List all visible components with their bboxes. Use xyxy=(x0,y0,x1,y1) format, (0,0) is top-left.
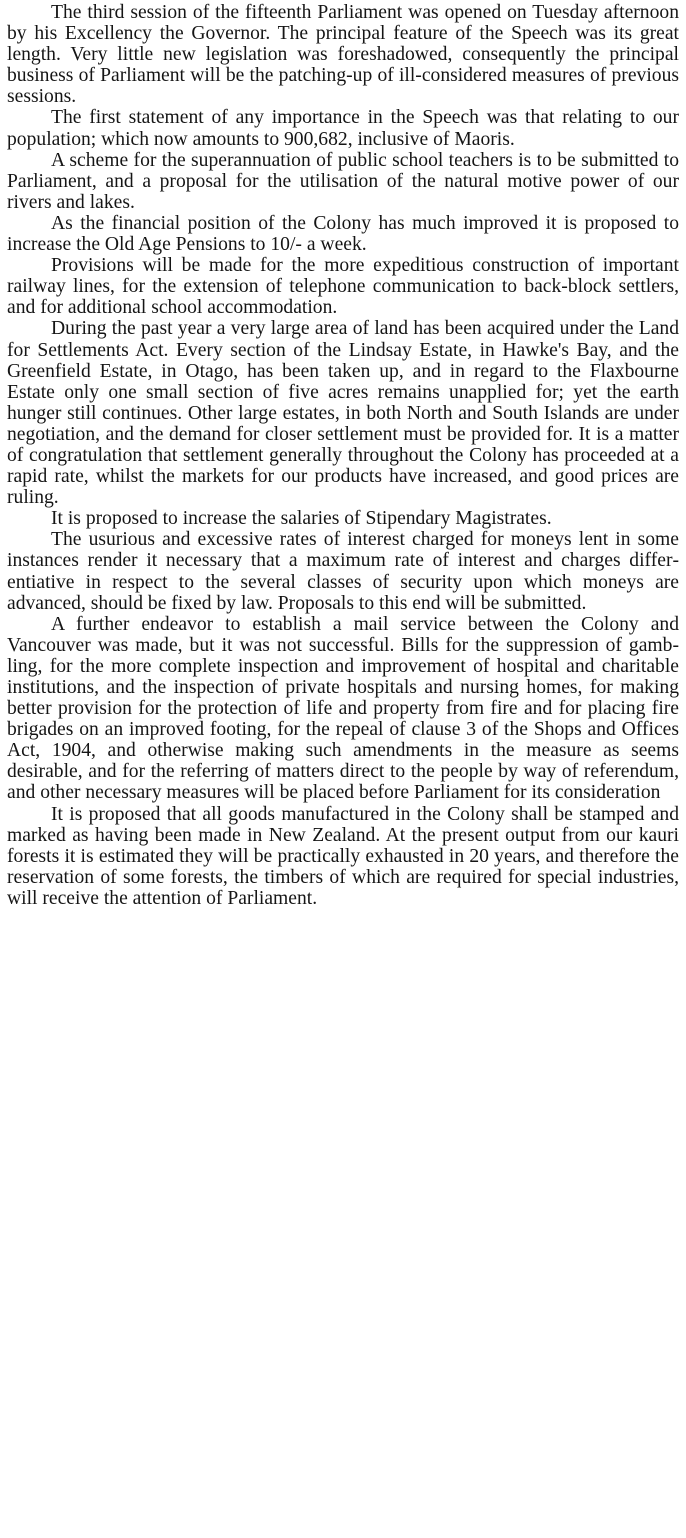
paragraph-mail-service-bills: A further endeavor to establish a mail service between the Colony and Vancouver was made, but it was not successful. Bills for the suppression of gambling, for the more complete inspection and improvement of hospital and charitable institutions, and the inspection of private hospitals and nursing homes, for making better provision for the protection of life and property from fire and for placing fire brigades on an improved footing, for the repeal of clause 3 of the Shops and Offices Act, 1904, and otherwise making such amendments in the measure as seems desirable, and for the referring of matters direct to the people by way of referendum, and other necessary measures will be placed before Parliament for its consideration xyxy=(7,613,679,804)
paragraph-railways-telephones: Provisions will be made for the more expeditious construction of important railway lines, for the extension of telephone communication to back-block settlers, and for additional school accommodation. xyxy=(7,255,679,319)
paragraph-population: The first statement of any importance in the Speech was that relating to our population; which now amounts to 900,682, inclusive of Maoris. xyxy=(7,107,679,150)
paragraph-old-age-pensions: As the financial position of the Colony has much improved it is proposed to increase the Old Age Pensions to 10/- a week. xyxy=(7,212,679,256)
paragraph-session-opening: The third session of the fifteenth Parliament was opened on Tuesday afternoon by his Excellency the Governor. The principal feature of the Speech was its great length. Very little new legislation was foreshadowed, consequently the principal business of Parliament will be the patching-up of ill-considered measures of previous sessions. xyxy=(7,2,679,108)
paragraph-interest-rates: The usurious and excessive rates of interest charged for moneys lent in some instances render it necessary that a maximum rate of interest and charges differentiative in respect to the several classes of security upon which moneys are advanced, should be fixed by law. Proposals to this end will be submitted. xyxy=(7,529,679,614)
paragraph-superannuation: A scheme for the superannuation of public school teachers is to be submitted to Parliament, and a proposal for the utilisation of the natural motive power of our rivers and lakes. xyxy=(7,149,679,213)
paragraph-goods-kauri-forests: It is proposed that all goods manufactured in the Colony shall be stamped and marked as having been made in New Zealand. At the present output from our kauri forests it is estimated they will be practically exhausted in 20 years, and therefore the reservation of some forests, the timbers of which are required for special industries, will receive the attention of Parliament. xyxy=(7,803,679,909)
paragraph-magistrates: It is proposed to increase the salaries of Stipendary Magistrates. xyxy=(51,508,552,530)
paragraph-land-settlement: During the past year a very large area of land has been acquired under the Land for Settlements Act. Every section of the Lindsay Estate, in Hawke's Bay, and the Greenfield Estate, in Otago, has been taken up, and in regard to the Flaxbourne Estate only one small section of five acres remains unapplied for; yet the earth hunger still continues. Other large estates, in both North and South Islands are under negotiation, and the demand for closer settlement must be provided for. It is a matter of congratulation that settlement generally throughout the Colony has proceeded at a rapid rate, whilst the markets for our products have increased, and good prices are ruling. xyxy=(7,318,679,509)
